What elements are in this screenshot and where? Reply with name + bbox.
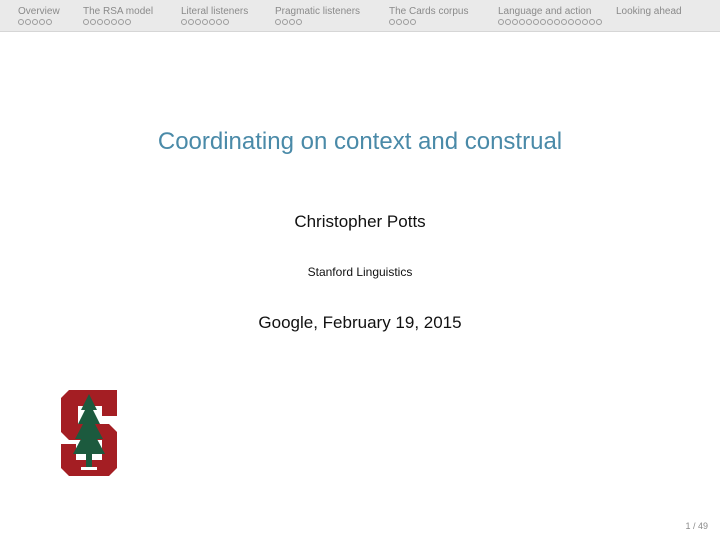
- nav-section-label: Language and action: [498, 6, 592, 17]
- nav-section-label: The RSA model: [83, 6, 154, 17]
- nav-frame-dot[interactable]: [111, 19, 117, 25]
- nav-frame-dot[interactable]: [282, 19, 288, 25]
- slide-institute: Stanford Linguistics: [307, 265, 413, 279]
- nav-frame-dot[interactable]: [181, 19, 187, 25]
- nav-frame-dot[interactable]: [25, 19, 31, 25]
- nav-frame-dot[interactable]: [209, 19, 215, 25]
- nav-frame-dot[interactable]: [403, 19, 409, 25]
- slide-title: Coordinating on context and construal: [157, 128, 563, 155]
- section-navigation-bar: [0, 0, 720, 32]
- nav-frame-dot[interactable]: [505, 19, 511, 25]
- nav-frame-dot[interactable]: [561, 19, 567, 25]
- nav-frame-dot[interactable]: [589, 19, 595, 25]
- nav-frame-dot[interactable]: [575, 19, 581, 25]
- nav-frame-dot[interactable]: [389, 19, 395, 25]
- nav-frame-dot[interactable]: [216, 19, 222, 25]
- nav-frame-dot[interactable]: [289, 19, 295, 25]
- nav-frame-dots: [498, 19, 603, 25]
- stanford-logo-icon: [61, 390, 117, 476]
- nav-frame-dot[interactable]: [519, 19, 525, 25]
- nav-frame-dots: [18, 19, 53, 25]
- nav-frame-dot[interactable]: [554, 19, 560, 25]
- nav-frame-dot[interactable]: [90, 19, 96, 25]
- nav-frame-dot[interactable]: [118, 19, 124, 25]
- nav-section-label: Pragmatic listeners: [275, 6, 361, 17]
- nav-frame-dot[interactable]: [540, 19, 546, 25]
- nav-frame-dot[interactable]: [526, 19, 532, 25]
- nav-frame-dot[interactable]: [188, 19, 194, 25]
- nav-frame-dot[interactable]: [223, 19, 229, 25]
- nav-frame-dot[interactable]: [195, 19, 201, 25]
- nav-frame-dot[interactable]: [275, 19, 281, 25]
- nav-frame-dot[interactable]: [547, 19, 553, 25]
- nav-frame-dot[interactable]: [410, 19, 416, 25]
- nav-frame-dot[interactable]: [125, 19, 131, 25]
- slide-author: Christopher Potts: [294, 212, 426, 231]
- nav-frame-dot[interactable]: [32, 19, 38, 25]
- nav-section-label: The Cards corpus: [389, 6, 469, 17]
- nav-frame-dot[interactable]: [97, 19, 103, 25]
- nav-section-label: Literal listeners: [181, 6, 249, 17]
- nav-frame-dot[interactable]: [582, 19, 588, 25]
- nav-frame-dot[interactable]: [39, 19, 45, 25]
- nav-frame-dot[interactable]: [83, 19, 89, 25]
- nav-frame-dot[interactable]: [202, 19, 208, 25]
- nav-frame-dots: [389, 19, 417, 25]
- nav-section-label: Looking ahead: [616, 6, 682, 17]
- nav-section-label: Overview: [18, 6, 60, 17]
- nav-frame-dots: [275, 19, 303, 25]
- nav-frame-dot[interactable]: [498, 19, 504, 25]
- nav-frame-dot[interactable]: [18, 19, 24, 25]
- nav-frame-dots: [83, 19, 132, 25]
- nav-frame-dots: [181, 19, 230, 25]
- nav-frame-dot[interactable]: [46, 19, 52, 25]
- nav-frame-dot[interactable]: [296, 19, 302, 25]
- nav-frame-dot[interactable]: [512, 19, 518, 25]
- page-number: 1 / 49: [685, 521, 708, 531]
- slide-date: Google, February 19, 2015: [258, 313, 462, 332]
- nav-frame-dot[interactable]: [104, 19, 110, 25]
- nav-frame-dot[interactable]: [568, 19, 574, 25]
- nav-frame-dot[interactable]: [396, 19, 402, 25]
- nav-frame-dot[interactable]: [596, 19, 602, 25]
- nav-frame-dot[interactable]: [533, 19, 539, 25]
